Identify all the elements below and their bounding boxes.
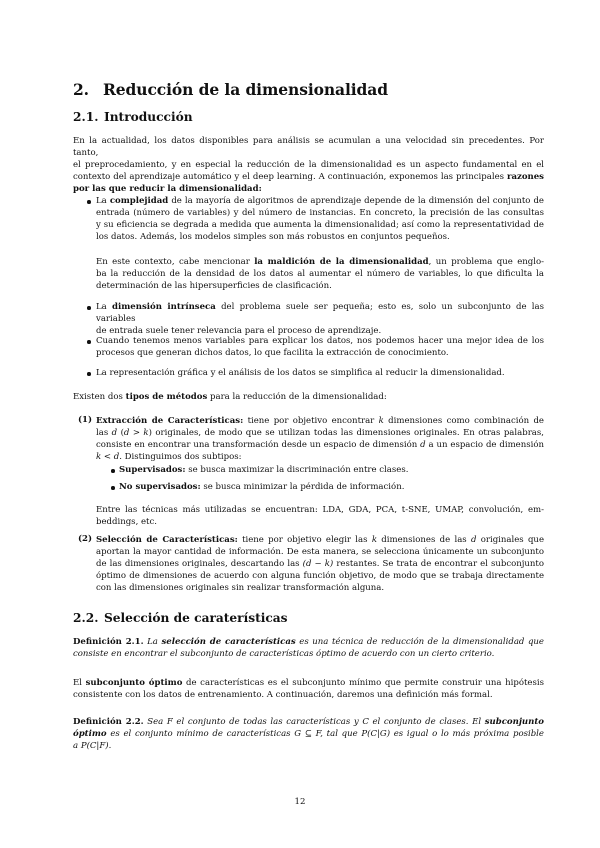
text-line: por las que reducir la dimensionalidad: xyxy=(73,184,262,194)
subsection-title: Introducción xyxy=(104,110,193,124)
bullet-representacion xyxy=(96,367,544,379)
text-line: consistente con los datos de entrenamiento. A continuación, daremos una definición más formal. xyxy=(73,690,493,700)
text-line: a P(C|F). xyxy=(73,741,112,751)
enum-seleccion xyxy=(96,534,544,594)
text-line: y su eficiencia se degrada a medida que aumenta la dimensionalidad; así como la representatividad de xyxy=(96,220,544,230)
text-line: El subconjunto óptimo de características es el subconjunto mínimo que permite construir una hipótesis xyxy=(73,678,544,688)
bullet-menos-variables xyxy=(96,335,544,359)
text-line: entrada (número de variables) y del número de instancias. En concreto, la precisión de las consultas xyxy=(96,208,544,218)
text-line: contexto del aprendizaje automático y el deep learning. A continuación, exponemos las principales razones xyxy=(73,172,544,182)
text-line: Supervisados: se busca maximizar la discriminación entre clases. xyxy=(119,465,409,475)
text-line: óptimo es el conjunto mínimo de características G ⊆ F, tal que P(C|G) es igual o lo más próxima posible xyxy=(73,729,544,739)
subsection-heading-seleccion xyxy=(73,611,288,625)
page-number: 12 xyxy=(294,797,306,807)
methods-paragraph xyxy=(73,391,544,403)
text-line: el preprocedamiento, y en especial la reducción de la dimensionalidad es un aspecto fundamental en el xyxy=(73,160,544,170)
sub-no-supervisados xyxy=(119,481,544,493)
text-line: procesos que generan dichos datos, lo que facilita la extracción de conocimiento. xyxy=(96,348,449,358)
bullet-complejidad xyxy=(96,195,544,243)
definition-2-1 xyxy=(73,636,544,660)
bullet-marker xyxy=(87,200,91,204)
text-line: de entrada suele tener relevancia para el proceso de aprendizaje. xyxy=(96,326,382,336)
text-line: La dimensión intrínseca del problema suele ser pequeña; esto es, solo un subconjunto de las variables xyxy=(96,302,544,324)
text-line: Definición 2.1. La selección de características es una técnica de reducción de la dimensionalidad que xyxy=(73,637,544,647)
text-line: con las dimensiones originales sin realizar transformación alguna. xyxy=(96,583,385,593)
enum-extraccion xyxy=(96,415,544,463)
intro-paragraph xyxy=(73,135,544,195)
sub-bullet-marker xyxy=(111,469,115,473)
optimo-paragraph xyxy=(73,677,544,701)
enum-label-2: (2) xyxy=(78,534,93,544)
subsection-title: Selección de caraterísticas xyxy=(104,611,288,625)
bullet-maldicion-paragraph xyxy=(96,256,544,292)
tecnicas-paragraph xyxy=(96,504,544,528)
text-line: Definición 2.2. Sea F el conjunto de todas las características y C el conjunto de clases. El subconjunto xyxy=(73,717,544,727)
sub-bullet-marker xyxy=(111,486,115,490)
text-line: de las dimensiones originales, descartando las (d − k) restantes. Se trata de encontrar el subconjunto xyxy=(96,559,544,569)
bullet-marker xyxy=(87,372,91,376)
text-line: las d (d > k) originales, de modo que se utilizan todas las dimensiones originales. En otras palabras, xyxy=(96,428,544,438)
text-line: No supervisados: se busca minimizar la pérdida de información. xyxy=(119,482,405,492)
text-line: aportan la mayor cantidad de información. De esta manera, se selecciona únicamente un subconjunto xyxy=(96,547,544,557)
text-line: Extracción de Características: tiene por objetivo encontrar k dimensiones como combinación de xyxy=(96,416,544,426)
bullet-dimension-intrinseca xyxy=(96,301,544,337)
text-line: beddings, etc. xyxy=(96,517,157,527)
text-line: k < d. Distinguimos dos subtipos: xyxy=(96,452,242,462)
section-heading xyxy=(73,80,388,99)
text-line: consiste en encontrar una transformación desde un espacio de dimensión d a un espacio de dimensión xyxy=(96,440,544,450)
text-line: La complejidad de la mayoría de algoritmos de aprendizaje depende de la dimensión del conjunto de xyxy=(96,196,544,206)
text-line: Existen dos tipos de métodos para la reducción de la dimensionalidad: xyxy=(73,392,387,402)
text-line: ba la reducción de la densidad de los datos al aumentar el número de variables, lo que dificulta la xyxy=(96,269,544,279)
definition-2-2 xyxy=(73,716,544,752)
bullet-marker xyxy=(87,306,91,310)
sub-supervisados xyxy=(119,464,544,476)
text-line: Selección de Características: tiene por objetivo elegir las k dimensiones de las d originales que xyxy=(96,535,544,545)
enum-label-1: (1) xyxy=(78,415,93,425)
text-line: Cuando tenemos menos variables para explicar los datos, nos podemos hacer una mejor idea de los xyxy=(96,336,544,346)
text-line: En la actualidad, los datos disponibles para análisis se acumulan a una velocidad sin precedentes. Por tanto, xyxy=(73,136,544,158)
text-line: óptimo de dimensiones de acuerdo con alguna función objetivo, de modo que se trabaja directamente xyxy=(96,571,544,581)
text-line: La representación gráfica y el análisis de los datos se simplifica al reducir la dimensionalidad. xyxy=(96,368,505,378)
text-line: determinación de las hipersuperficies de clasificación. xyxy=(96,281,332,291)
text-line: los datos. Además, los modelos simples son más robustos en conjuntos pequeños. xyxy=(96,232,450,242)
subsection-number: 2.1. xyxy=(73,110,99,124)
subsection-number: 2.2. xyxy=(73,611,99,625)
text-line: consiste en encontrar el subconjunto de características óptimo de acuerdo con un cierto criterio. xyxy=(73,649,495,659)
text-line: Entre las técnicas más utilizadas se encuentran: LDA, GDA, PCA, t-SNE, UMAP, convolución, em- xyxy=(96,505,544,515)
section-number: 2. xyxy=(73,80,89,99)
section-title: Reducción de la dimensionalidad xyxy=(103,80,388,99)
bullet-marker xyxy=(87,340,91,344)
subsection-heading-intro xyxy=(73,110,193,124)
text-line: En este contexto, cabe mencionar la maldición de la dimensionalidad, un problema que englo- xyxy=(96,257,544,267)
